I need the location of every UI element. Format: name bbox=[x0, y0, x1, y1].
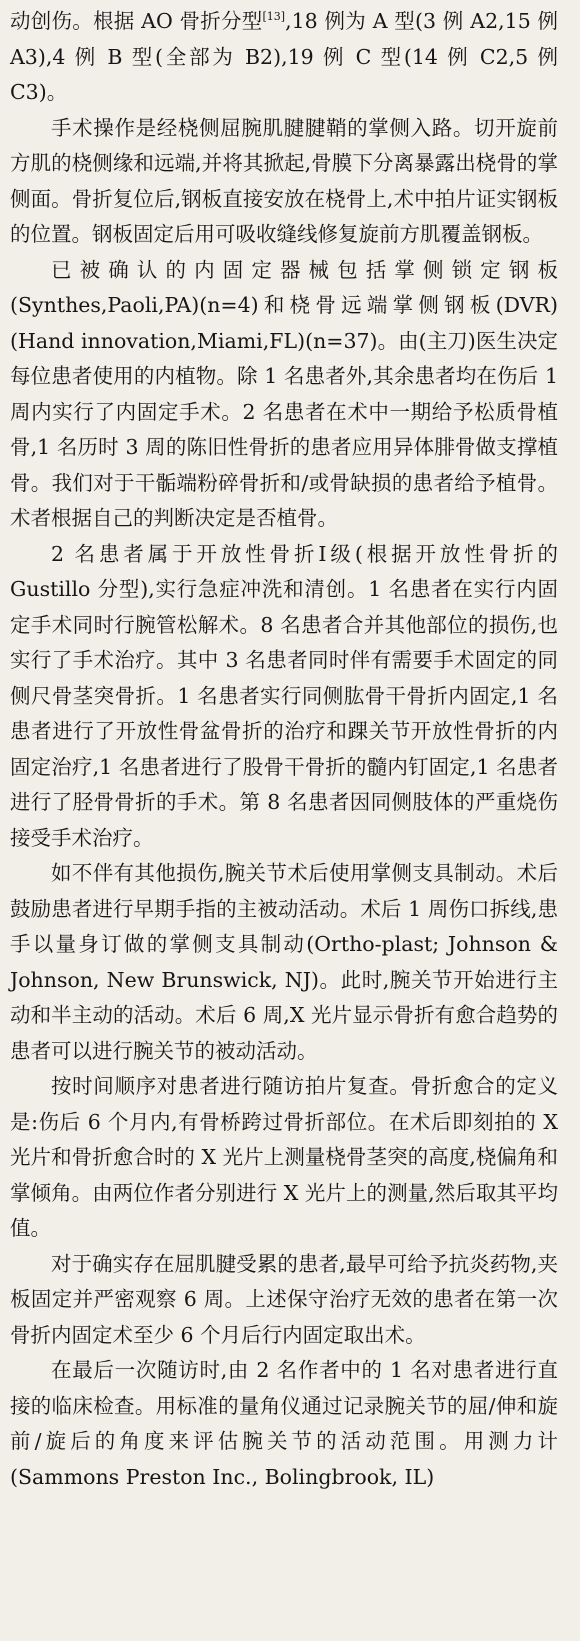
paragraph-continuation bbox=[10, 4, 558, 111]
paragraph-surgical-approach: 手术操作是经桡侧屈腕肌腱腱鞘的掌侧入路。切开旋前方肌的桡侧缘和远端,并将其掀起,骨膜下分离暴露出桡骨的掌侧面。骨折复位后,钢板直接安放在桡骨上,术中拍片证实钢板的位置。钢板固定后用可吸收缝线修复旋前方肌覆盖钢板。 bbox=[10, 115, 558, 246]
paragraph-text: ,18 例为 A 型(3 例 A2,15 例 A3),4 例 B 型(全部为 B2),19 例 C 型(14 例 C2,5 例 C3)。 bbox=[10, 9, 558, 104]
paragraph-open-fractures: 2 名患者属于开放性骨折Ⅰ级(根据开放性骨折的 Gustillo 分型),实行急症冲洗和清创。1 名患者在实行内固定手术同时行腕管松解术。8 名患者合并其他部位的损伤,也实行了手术治疗。其中 3 名患者同时伴有需要手术固定的同侧尺骨茎突骨折。1 名患者实行同侧肱骨干骨折内固定,1 名患者进行了开放性骨盆骨折的治疗和踝关节开放性骨折的内固定治疗,1 名患者进行了股骨干骨折的髓内钉固定,1 名患者进行了胫骨骨折的手术。第 8 名患者因同侧肢体的严重烧伤接受手术治疗。 bbox=[10, 541, 558, 850]
paragraph-text: 动创伤。根据 AO 骨折分型 bbox=[10, 9, 263, 33]
paragraph-clinical-exam: 在最后一次随访时,由 2 名作者中的 1 名对患者进行直接的临床检查。用标准的量角仪通过记录腕关节的屈/伸和旋前/旋后的角度来评估腕关节的活动范围。用测力计(Sammons Preston Inc., Bolingbrook, IL) bbox=[10, 1358, 558, 1489]
paragraph-tendon-irritation: 对于确实存在屈肌腱受累的患者,最早可给予抗炎药物,夹板固定并严密观察 6 周。上述保守治疗无效的患者在第一次骨折内固定术至少 6 个月后行内固定取出术。 bbox=[10, 1251, 558, 1347]
paragraph-follow-up-imaging: 按时间顺序对患者进行随访拍片复查。骨折愈合的定义是:伤后 6 个月内,有骨桥跨过骨折部位。在术后即刻拍的 X 光片和骨折愈合时的 X 光片上测量桡骨茎突的高度,桡偏角和掌倾角。由两位作者分别进行 X 光片上的测量,然后取其平均值。 bbox=[10, 1074, 558, 1240]
citation-reference: [13] bbox=[262, 10, 286, 23]
paragraph-postoperative-care: 如不伴有其他损伤,腕关节术后使用掌侧支具制动。术后鼓励患者进行早期手指的主被动活动。术后 1 周伤口拆线,患手以量身订做的掌侧支具制动(Ortho-plast; Johnson & Johnson, New Brunswick, NJ)。此时,腕关节开始进行主动和半主动的活动。术后 6 周,X 光片显示骨折有愈合趋势的患者可以进行腕关节的被动活动。 bbox=[10, 861, 558, 1063]
paragraph-implants: 已被确认的内固定器械包括掌侧锁定钢板(Synthes,Paoli,PA)(n=4)和桡骨远端掌侧钢板(DVR)(Hand innovation,Miami,FL)(n=37)。由(主刀)医生决定每位患者使用的内植物。除 1 名患者外,其余患者均在伤后 1 周内实行了内固定手术。2 名患者在术中一期给予松质骨植骨,1 名历时 3 周的陈旧性骨折的患者应用异体腓骨做支撑植骨。我们对于干骺端粉碎骨折和/或骨缺损的患者给予植骨。术者根据自己的判断决定是否植骨。 bbox=[10, 257, 558, 530]
